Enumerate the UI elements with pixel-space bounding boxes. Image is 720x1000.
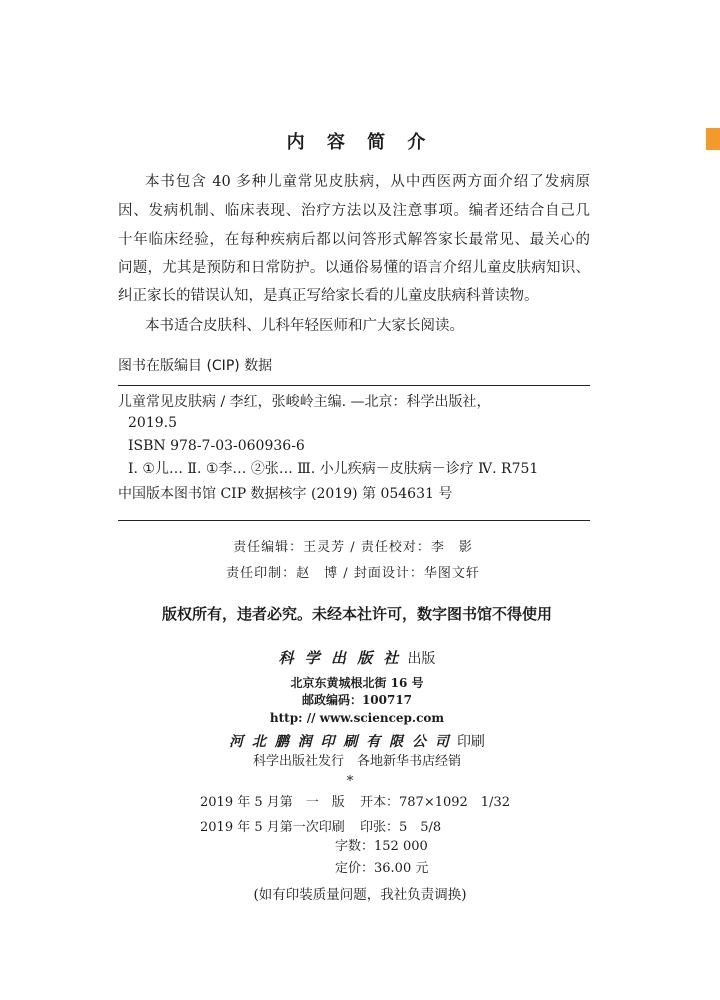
publisher-line bbox=[0, 647, 714, 670]
edition-price: 定价：36.00 元 bbox=[335, 861, 429, 876]
summary-audience: 本书适合皮肤科、儿科年轻医师和广大家长阅读。 bbox=[145, 318, 464, 334]
edition-format: 开本：787×1092 1/32 bbox=[360, 795, 510, 810]
publisher-name: 科 学 出 版 社 bbox=[278, 649, 402, 667]
credits-production: 责任印制：赵 博 / 封面设计：华图文轩 bbox=[226, 566, 480, 581]
summary-line-3: 十年临床经验，在每种疾病后都以问答形式解答家长最常见、最关心的 bbox=[118, 232, 590, 248]
publisher-postcode: 邮政编码：100717 bbox=[301, 693, 413, 707]
cip-line-date: 2019.5 bbox=[128, 415, 177, 431]
summary-line-1: 本书包含 40 多种儿童常见皮肤病，从中西医两方面介绍了发病原 bbox=[145, 174, 590, 190]
printer-name: 河 北 鹏 润 印 刷 有 限 公 司 bbox=[229, 734, 451, 750]
publisher-role: 出版 bbox=[407, 651, 436, 667]
edition-sheets: 印张：5 5/8 bbox=[360, 820, 442, 835]
copyright-notice: 版权所有，违者必究。未经本社许可，数字图书馆不得使用 bbox=[161, 605, 552, 623]
quality-note: (如有印装质量问题，我社负责调换) bbox=[253, 887, 467, 903]
printer-role: 印刷 bbox=[456, 734, 485, 750]
cip-bottom-rule bbox=[118, 520, 590, 521]
summary-title: 内 容 简 介 bbox=[286, 132, 434, 153]
summary-line-2: 因、发病机制、临床表现、治疗方法以及注意事项。编者还结合自己几 bbox=[118, 203, 590, 219]
cip-line-isbn: ISBN 978-7-03-060936-6 bbox=[128, 438, 305, 454]
cip-line-classification: Ⅰ. ①儿… Ⅱ. ①李… ②张… Ⅲ. 小儿疾病－皮肤病－诊疗 Ⅳ. R751 bbox=[128, 461, 539, 477]
cip-top-rule bbox=[118, 385, 590, 386]
publisher-website: http: // www.sciencep.com bbox=[269, 711, 445, 725]
cip-heading: 图书在版编目 (CIP) 数据 bbox=[118, 358, 273, 374]
summary-line-5: 纠正家长的错误认知，是真正写给家长看的儿童皮肤病科普读物。 bbox=[118, 288, 539, 304]
edition-first-printing: 2019 年 5 月第一次印刷 bbox=[200, 820, 345, 835]
distribution-line: 科学出版社发行 各地新华书店经销 bbox=[252, 754, 461, 769]
cip-line-record-number: 中国版本图书馆 CIP 数据核字 (2019) 第 054631 号 bbox=[118, 486, 453, 502]
publisher-address: 北京东黄城根北街 16 号 bbox=[290, 676, 424, 690]
credits-editors: 责任编辑：王灵芳 / 责任校对：李 影 bbox=[233, 540, 473, 555]
edition-first-edition: 2019 年 5 月第 一 版 bbox=[200, 795, 345, 810]
cip-line-title: 儿童常见皮肤病 / 李红，张峻岭主编. —北京：科学出版社， bbox=[118, 394, 491, 410]
printer-line bbox=[0, 730, 714, 753]
separator-asterisk: * bbox=[346, 774, 354, 789]
edition-word-count: 字数：152 000 bbox=[335, 839, 428, 854]
summary-line-4: 问题，尤其是预防和日常防护。以通俗易懂的语言介绍儿童皮肤病知识、 bbox=[118, 260, 590, 276]
